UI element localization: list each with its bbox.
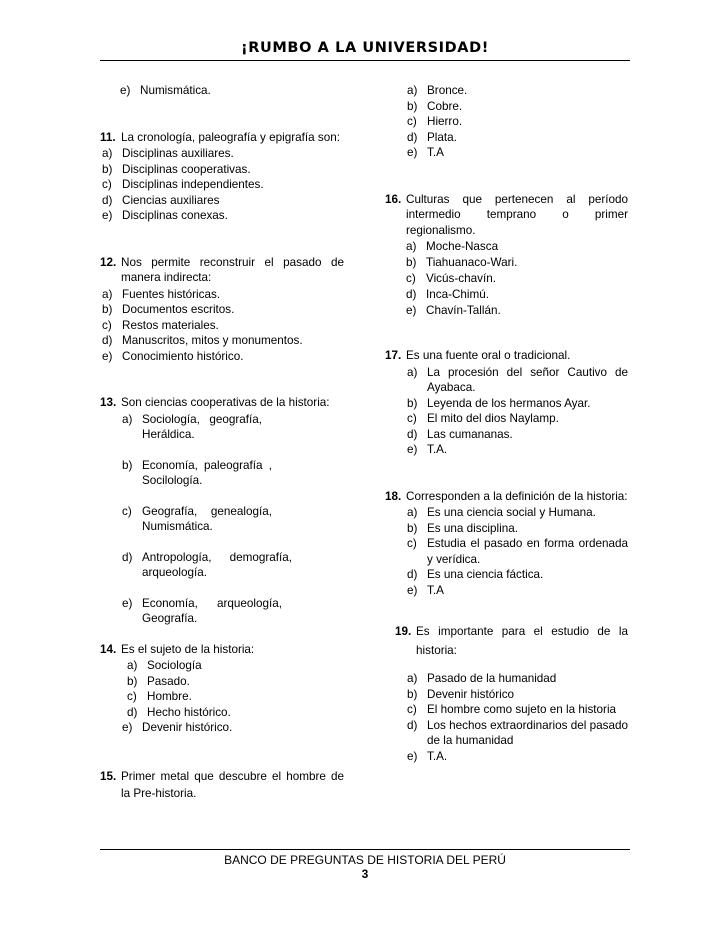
option: b) Tiahuanaco-Wari. [406, 256, 518, 269]
option: c) Vicús-chavín. [406, 272, 496, 285]
option: e) T.A [407, 146, 444, 159]
question-number: 14. [100, 642, 117, 656]
question-number: 16. [385, 192, 402, 206]
question-14 [100, 642, 344, 736]
question-15 [100, 768, 344, 802]
option: d) Manuscritos, mitos y monumentos. [102, 334, 303, 347]
page-footer [100, 853, 630, 881]
option: d) Es una ciencia fáctica. [407, 568, 544, 581]
option: b) Leyenda de los hermanos Ayar. [407, 396, 591, 410]
question-text: Culturas que pertenecen al período intermedio temprano o primer regionalismo. [406, 192, 628, 237]
option: b) Pasado. [127, 674, 190, 688]
question-number: 17. [385, 349, 402, 362]
option: c) Hierro. [407, 115, 463, 128]
question-12 [100, 255, 344, 365]
question-number: 19. [395, 625, 412, 638]
left-column [100, 83, 344, 802]
question-text: Es una fuente oral o tradicional. [406, 349, 571, 362]
option: e) Economía, arqueología, Geografía. [122, 596, 282, 625]
question-text: Corresponden a la definición de la historia: [406, 489, 628, 503]
option: d) Hecho histórico. [127, 705, 231, 719]
option: c) El hombre como sujeto en la historia [407, 703, 617, 716]
option: e) T.A. [407, 749, 448, 763]
option: c) Restos materiales. [102, 318, 219, 332]
option: c) Disciplinas independientes. [102, 178, 264, 191]
question-number: 18. [385, 489, 402, 503]
question-16 [385, 192, 628, 320]
option: c) Hombre. [127, 690, 192, 703]
page-number: 3 [361, 867, 369, 881]
question-18 [385, 489, 628, 599]
question-number: 15. [100, 769, 117, 783]
option: a) Sociología [127, 659, 202, 672]
option: a) Sociología, geografía, Heráldica. [122, 412, 262, 441]
option: d) Las cumananas. [407, 427, 513, 441]
page-header-title: ¡RUMBO A LA UNIVERSIDAD! [241, 40, 489, 56]
footer-text: BANCO DE PREGUNTAS DE HISTORIA DEL PERÚ [224, 853, 506, 867]
option-text: Numismática. [140, 84, 211, 97]
option: b) Cobre. [407, 99, 463, 113]
question-number: 12. [100, 255, 117, 269]
option: d) Inca-Chimú. [406, 288, 490, 301]
option: e) Conocimiento histórico. [102, 349, 244, 363]
option-letter: e) [120, 84, 131, 97]
option: b) Documentos escritos. [102, 303, 235, 316]
question-text: Es importante para el estudio de la historia: [416, 625, 628, 657]
question-number: 13. [100, 396, 117, 409]
question-text: La cronología, paleografía y epigrafía son: [121, 130, 340, 144]
option: e) Devenir histórico. [122, 721, 233, 734]
header-rule [100, 60, 630, 61]
option: a) Moche-Nasca [406, 240, 499, 253]
option: a) Es una ciencia social y Humana. [407, 506, 596, 519]
option: e) Disciplinas conexas. [102, 209, 228, 222]
option: c) Geografía, genealogía, Numismática. [122, 504, 272, 533]
option: e) T.A. [407, 443, 448, 456]
option: b) Disciplinas cooperativas. [102, 162, 251, 176]
option: a) Pasado de la humanidad [407, 672, 557, 685]
question-text: Nos permite reconstruir el pasado de manera indirecta: [121, 255, 344, 284]
option: a) La procesión del señor Cautivo de Ayabaca. [407, 365, 628, 394]
q10-option-e [100, 83, 344, 99]
option: a) Bronce. [407, 84, 468, 97]
question-text: Son ciencias cooperativas de la historia: [121, 396, 330, 409]
footer-rule [100, 849, 630, 850]
option: a) Disciplinas auxiliares. [102, 147, 234, 160]
question-11 [100, 130, 344, 224]
question-number: 11. [100, 130, 116, 144]
option: d) Plata. [407, 130, 457, 144]
option: d) Ciencias auxiliares [102, 193, 220, 207]
question-17 [385, 348, 628, 458]
question-text: Es el sujeto de la historia: [121, 642, 255, 656]
option: e) T.A [407, 583, 444, 597]
question-19 [385, 622, 628, 764]
option: d) Los hechos extraordinarios del pasado de la humanidad [407, 718, 628, 747]
option: b) Devenir histórico [407, 687, 515, 701]
option: c) Estudia el pasado en forma ordenada y verídica. [407, 537, 628, 566]
right-column [385, 83, 628, 764]
option: b) Es una disciplina. [407, 521, 518, 535]
option: d) Antropología, demografía, arqueología. [122, 550, 292, 579]
question-13 [100, 395, 344, 627]
option: a) Fuentes históricas. [102, 287, 221, 301]
option: c) El mito del dios Naylamp. [407, 412, 559, 425]
option: b) Economía, paleografía , Socilología. [122, 458, 272, 487]
option: e) Chavín-Tallán. [406, 304, 501, 317]
question-15-options [385, 83, 628, 161]
question-text: Primer metal que descubre el hombre de la Pre-historia. [121, 769, 344, 800]
